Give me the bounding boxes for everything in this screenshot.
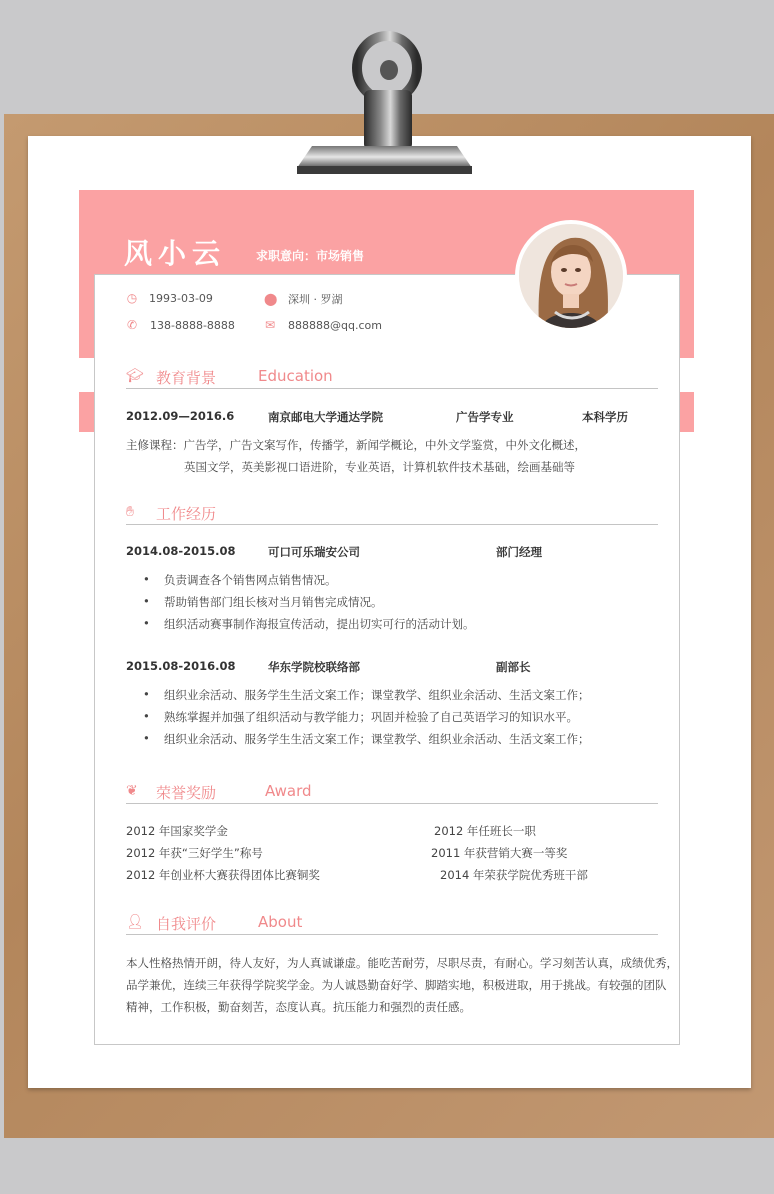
birth-info <box>126 291 213 305</box>
education-header <box>126 367 658 389</box>
about-title-en: About <box>258 913 303 931</box>
list-item: • 组织活动赛事制作海报宣传活动，提出切实可行的活动计划。 <box>146 616 475 632</box>
award-title-en: Award <box>265 782 312 800</box>
about-title: 自我评价 <box>156 915 217 933</box>
hand-icon: ✋︎ <box>126 504 134 520</box>
phone-info <box>126 318 235 332</box>
about-line-2: 品学兼优，连续三年获得学院奖学金。为人诚恳勤奋好学、脚踏实地，积极进取，用于挑战。有较强的团队 <box>126 978 667 992</box>
job2-company: 华东学院校联络部 <box>268 660 360 674</box>
phone-text: 138-8888-8888 <box>150 318 235 332</box>
candidate-name: 风小云 <box>124 237 227 270</box>
award-left-3: 2012 年创业杯大赛获得团体比赛铜奖 <box>126 868 320 882</box>
award-title: 荣誉奖励 <box>156 784 217 802</box>
list-item: • 组织业余活动、服务学生生活文案工作；课堂教学、组织业余活动、生活文案工作； <box>146 687 590 703</box>
person-icon: 👤︎ <box>126 914 144 930</box>
work-header <box>126 503 658 525</box>
about-header <box>126 913 658 935</box>
job1-period: 2014.08-2015.08 <box>126 544 236 558</box>
list-item: • 帮助销售部门组长核对当月销售完成情况。 <box>146 594 383 610</box>
list-item: • 负责调查各个销售网点销售情况。 <box>146 572 337 588</box>
list-item: • 熟练掌握并加强了组织活动与教学能力；巩固并检验了自己英语学习的知识水平。 <box>146 709 578 725</box>
leaf-icon: ❦ <box>126 783 138 799</box>
job-intent: 求职意向：市场销售 <box>256 249 365 263</box>
about-line-3: 精神，工作积极，勤奋刻苦，态度认真。抗压能力和强烈的责任感。 <box>126 1000 471 1014</box>
edu-school: 南京邮电大学通达学院 <box>268 410 383 424</box>
birth-date: 1993-03-09 <box>149 291 213 305</box>
graduation-cap-icon: 🎓︎ <box>126 368 144 384</box>
location-info <box>264 291 343 307</box>
job2-role: 副部长 <box>496 660 531 674</box>
location-text: 深圳 · 罗湖 <box>288 293 343 306</box>
job1-company: 可口可乐瑞安公司 <box>268 545 360 559</box>
award-header <box>126 782 658 804</box>
mail-icon: ✉ <box>264 318 276 332</box>
edu-major: 广告学专业 <box>456 410 514 424</box>
list-item: • 组织业余活动、服务学生生活文案工作；课堂教学、组织业余活动、生活文案工作； <box>146 731 590 747</box>
education-title: 教育背景 <box>156 369 217 387</box>
work-title: 工作经历 <box>156 505 217 523</box>
award-right-1: 2012 年任班长一职 <box>434 824 536 838</box>
edu-period: 2012.09—2016.6 <box>126 409 235 423</box>
award-right-2: 2011 年获营销大赛一等奖 <box>431 846 568 860</box>
about-line-1: 本人性格热情开朗，待人友好，为人真诚谦虚。能吃苦耐劳，尽职尽责，有耐心。学习刻苦认真，成绩优秀， <box>126 956 678 970</box>
job1-role: 部门经理 <box>496 545 542 559</box>
award-left-2: 2012 年获“三好学生”称号 <box>126 846 263 860</box>
calendar-icon: ◷ <box>126 291 138 305</box>
award-right-3: 2014 年荣获学院优秀班干部 <box>440 868 588 882</box>
location-icon: ⬤ <box>264 292 278 306</box>
avatar <box>515 220 627 332</box>
binder-clip-icon <box>292 28 477 178</box>
edu-courses-1: 主修课程：广告学，广告文案写作，传播学，新闻学概论，中外文学鉴赏，中外文化概述， <box>126 438 586 452</box>
email-text: 888888@qq.com <box>288 318 382 332</box>
edu-courses-2: 英国文学，英美影视口语进阶，专业英语，计算机软件技术基础，绘画基础等 <box>184 460 575 474</box>
education-title-en: Education <box>258 367 333 385</box>
edu-degree: 本科学历 <box>582 410 628 424</box>
phone-icon: ✆ <box>126 318 138 332</box>
award-left-1: 2012 年国家奖学金 <box>126 824 228 838</box>
email-info <box>264 318 382 332</box>
job2-period: 2015.08-2016.08 <box>126 659 236 673</box>
